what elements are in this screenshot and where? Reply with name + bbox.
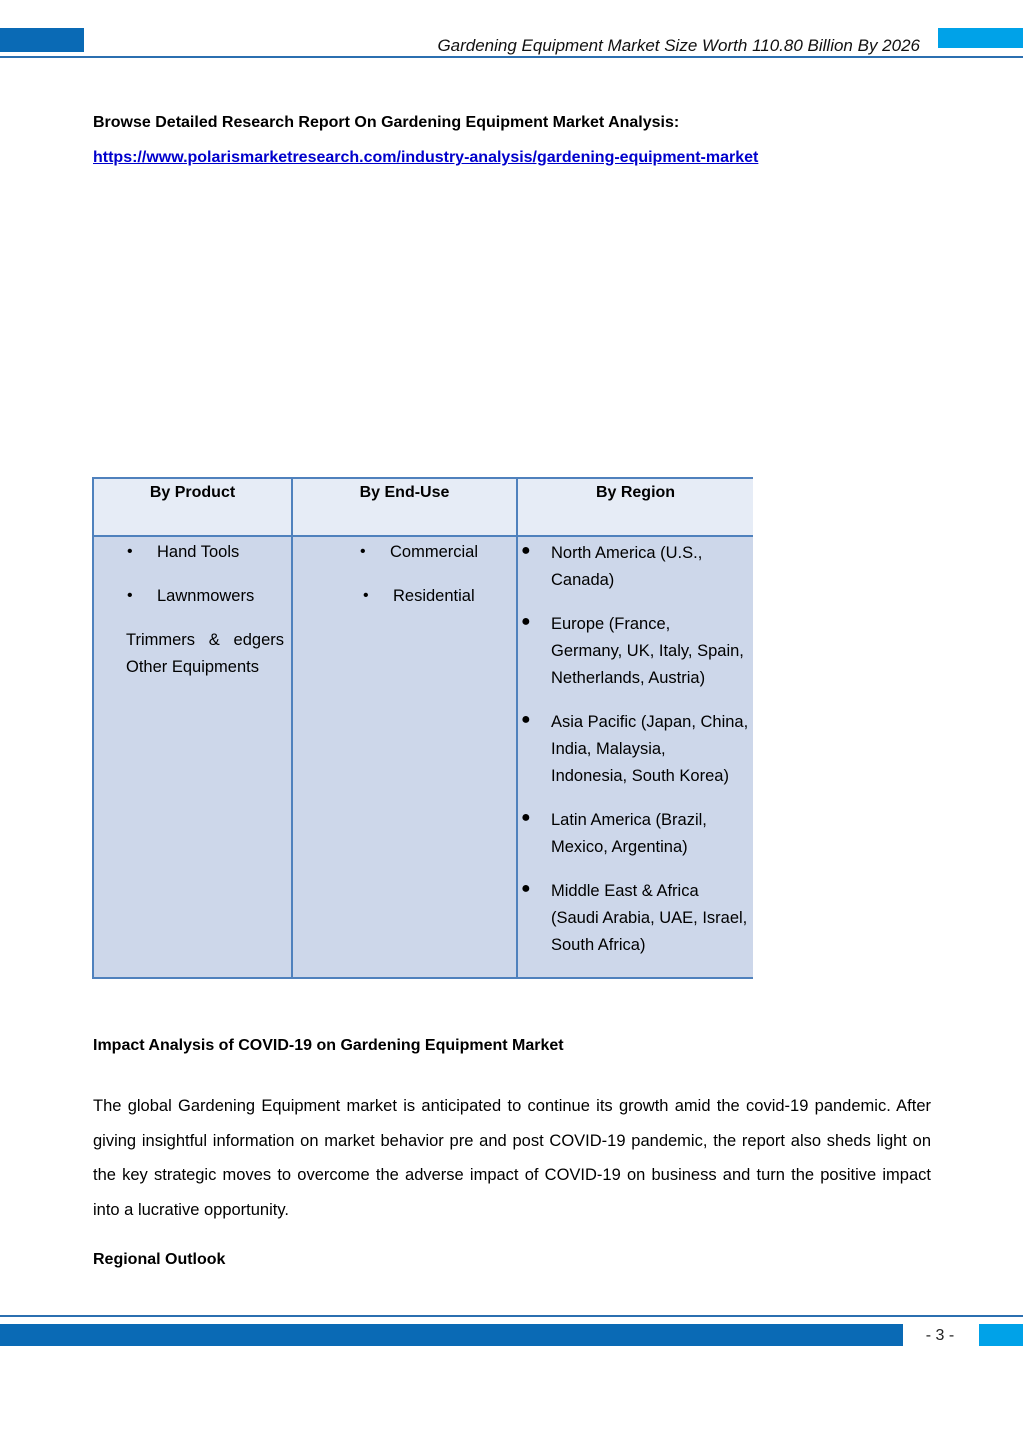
region-item: Indonesia, South Korea) xyxy=(551,767,729,785)
header-title: Gardening Equipment Market Size Worth 110.80 Billion By 2026 xyxy=(437,36,920,55)
bullet-icon: • xyxy=(360,543,366,560)
report-link[interactable]: https://www.polarismarketresearch.com/industry-analysis/gardening-equipment-market xyxy=(93,149,759,166)
region-item: South Africa) xyxy=(551,936,646,954)
product-column xyxy=(94,479,293,977)
covid-heading: Impact Analysis of COVID-19 on Gardening Equipment Market xyxy=(93,1037,564,1054)
bullet-icon: • xyxy=(127,543,133,560)
browse-heading: Browse Detailed Research Report On Gardening Equipment Market Analysis: xyxy=(93,114,680,131)
region-item: India, Malaysia, xyxy=(551,740,666,758)
footer-right-accent xyxy=(979,1324,1023,1346)
product-item: Hand Tools xyxy=(157,543,240,561)
bullet-icon: • xyxy=(127,587,133,604)
region-item: North America (U.S., xyxy=(551,544,703,562)
region-item: (Saudi Arabia, UAE, Israel, xyxy=(551,909,748,927)
bullet-icon: ● xyxy=(521,880,531,897)
product-cell xyxy=(94,537,291,977)
bullet-icon: ● xyxy=(521,542,531,559)
footer-rule xyxy=(0,1315,1023,1317)
region-item: Germany, UK, Italy, Spain, xyxy=(551,642,744,660)
segmentation-table xyxy=(92,477,753,979)
column-header-region: By Region xyxy=(518,479,753,537)
end-use-column xyxy=(293,479,518,977)
region-column xyxy=(518,479,753,977)
region-item: Europe (France, xyxy=(551,615,671,633)
column-header-product: By Product xyxy=(94,479,291,537)
product-item: Other Equipments xyxy=(126,658,259,676)
bullet-icon: ● xyxy=(521,809,531,826)
region-item: Mexico, Argentina) xyxy=(551,838,688,856)
bullet-icon: ● xyxy=(521,613,531,630)
header-rule xyxy=(0,56,1023,58)
page-number: - 3 - xyxy=(925,1327,955,1344)
regional-outlook-heading: Regional Outlook xyxy=(93,1251,226,1268)
region-cell xyxy=(518,537,753,977)
header-right-accent xyxy=(938,28,1023,48)
covid-paragraph: The global Gardening Equipment market is anticipated to continue its growth amid the covid-19 pandemic. After giving insightful information on market behavior pre and post COVID-19 pandemic, the report also sheds light on the key strategic moves to overcome the adverse impact of COVID-19 on business and turn the positive impact into a lucrative opportunity. xyxy=(93,1097,931,1220)
product-item: Trimmers & edgers xyxy=(126,631,284,649)
product-item: Lawnmowers xyxy=(157,587,255,605)
region-item: Asia Pacific (Japan, China, xyxy=(551,713,749,731)
bullet-icon: ● xyxy=(521,711,531,728)
footer-bar xyxy=(0,1324,903,1346)
region-item: Middle East & Africa xyxy=(551,882,699,900)
column-header-end-use: By End-Use xyxy=(293,479,516,537)
region-item: Latin America (Brazil, xyxy=(551,811,707,829)
end-use-item: Commercial xyxy=(390,543,479,561)
end-use-item: Residential xyxy=(393,587,475,605)
region-item: Canada) xyxy=(551,571,615,589)
bullet-icon: • xyxy=(363,587,369,604)
region-item: Netherlands, Austria) xyxy=(551,669,706,687)
end-use-cell xyxy=(293,537,516,977)
